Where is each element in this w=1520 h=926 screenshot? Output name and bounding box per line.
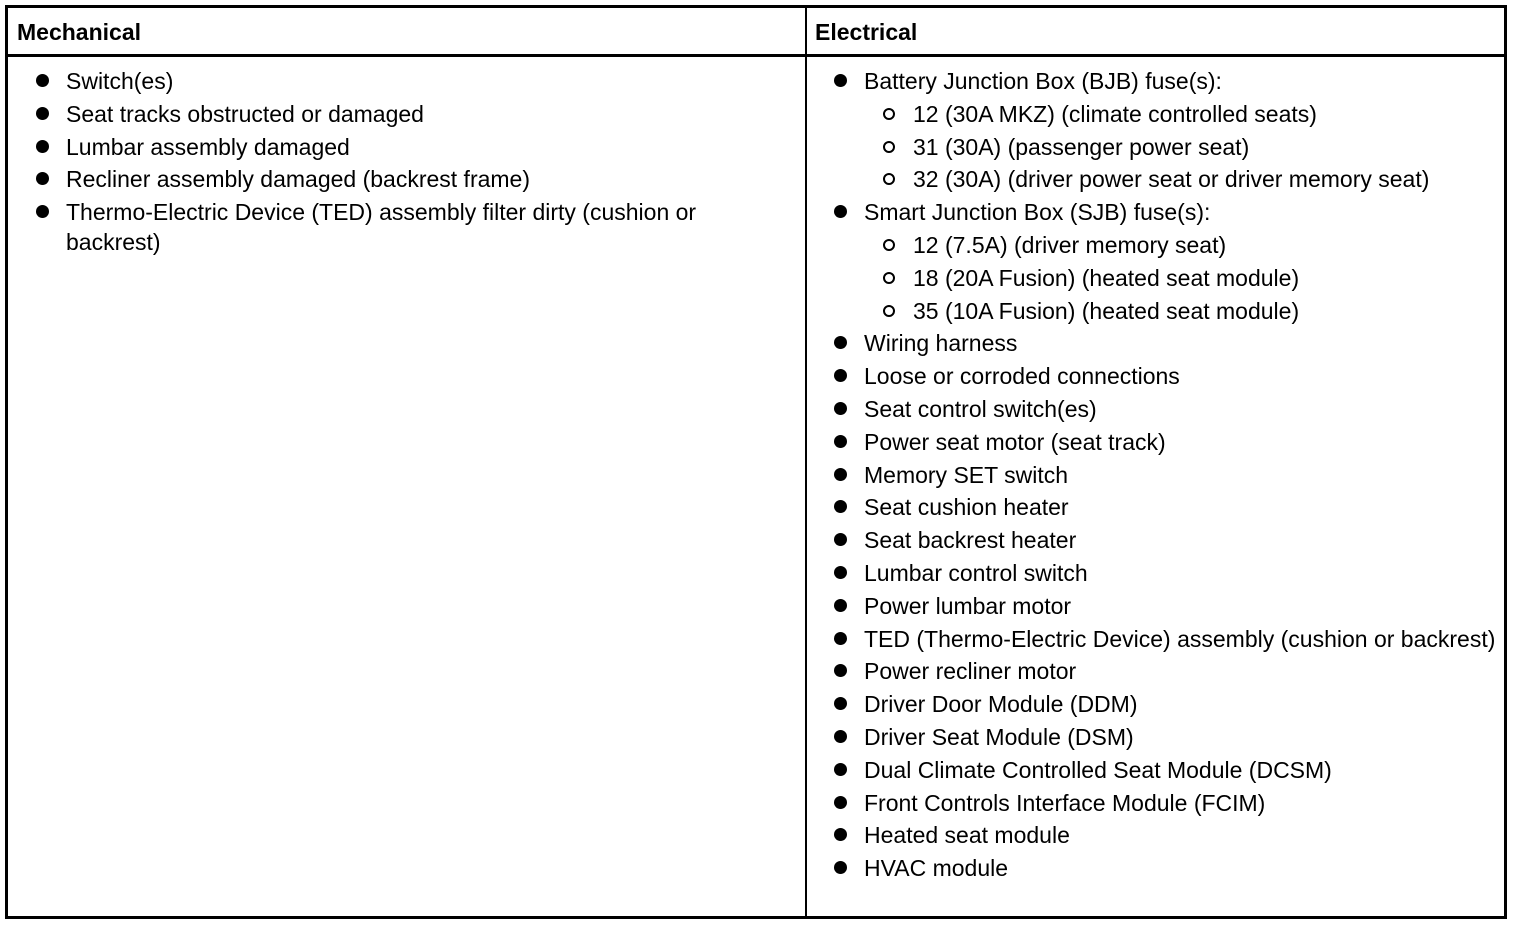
sub-list-item xyxy=(832,164,1502,194)
bullet-icon xyxy=(36,205,49,218)
hollow-bullet-icon xyxy=(883,272,895,284)
list-item xyxy=(832,788,1502,818)
list-item xyxy=(832,492,1502,522)
bullet-icon xyxy=(36,74,49,87)
bullet-icon xyxy=(834,796,847,809)
bullet-icon xyxy=(834,435,847,448)
list-item-text: Lumbar assembly damaged xyxy=(66,133,350,160)
electrical-column xyxy=(832,66,1502,886)
bullet-icon xyxy=(834,828,847,841)
bullet-icon xyxy=(834,697,847,710)
list-item-text: Driver Seat Module (DSM) xyxy=(864,723,1134,750)
bullet-icon xyxy=(834,336,847,349)
list-item-text: 18 (20A Fusion) (heated seat module) xyxy=(913,264,1300,291)
list-item-text: Memory SET switch xyxy=(864,461,1069,488)
list-item-text: HVAC module xyxy=(864,855,1009,882)
hollow-bullet-icon xyxy=(883,305,895,317)
bullet-icon xyxy=(834,205,847,218)
bullet-icon xyxy=(834,468,847,481)
list-item-text: Seat tracks obstructed or damaged xyxy=(66,100,424,127)
list-item xyxy=(832,197,1502,227)
bullet-icon xyxy=(834,763,847,776)
list-item-text: Dual Climate Controlled Seat Module (DCSM) xyxy=(864,756,1332,783)
list-item-text: 32 (30A) (driver power seat or driver memory seat) xyxy=(913,166,1430,193)
list-item-text: 31 (30A) (passenger power seat) xyxy=(913,133,1250,160)
list-item-text: Driver Door Module (DDM) xyxy=(864,691,1138,718)
list-item xyxy=(832,66,1502,96)
diagnosis-table xyxy=(5,5,1507,919)
electrical-header: Electrical xyxy=(815,19,918,45)
list-item xyxy=(832,427,1502,457)
list-item-text: Seat backrest heater xyxy=(864,527,1077,554)
bullet-icon xyxy=(834,74,847,87)
bullet-icon xyxy=(834,566,847,579)
list-item xyxy=(34,66,774,96)
list-item xyxy=(34,164,774,194)
list-item-text: Power seat motor (seat track) xyxy=(864,428,1166,455)
list-item-text: TED (Thermo-Electric Device) assembly (cushion or backrest) xyxy=(864,625,1496,652)
list-item-text: Seat control switch(es) xyxy=(864,395,1097,422)
sub-list-item xyxy=(832,296,1502,326)
sub-list-item xyxy=(832,132,1502,162)
list-item xyxy=(34,197,774,257)
list-item xyxy=(832,328,1502,358)
list-item xyxy=(832,853,1502,883)
bullet-icon xyxy=(834,632,847,645)
list-item-text: Front Controls Interface Module (FCIM) xyxy=(864,789,1266,816)
bullet-icon xyxy=(36,107,49,120)
list-item-text: 35 (10A Fusion) (heated seat module) xyxy=(913,297,1300,324)
bullet-icon xyxy=(834,730,847,743)
list-item-text: Battery Junction Box (BJB) fuse(s): xyxy=(864,68,1222,94)
hollow-bullet-icon xyxy=(883,108,895,120)
sub-list-item xyxy=(832,263,1502,293)
electrical-list xyxy=(832,66,1502,883)
list-item-text: Switch(es) xyxy=(66,68,174,94)
mechanical-column xyxy=(34,66,774,260)
bullet-icon xyxy=(834,599,847,612)
list-item xyxy=(832,591,1502,621)
column-divider xyxy=(805,8,807,916)
bullet-icon xyxy=(834,500,847,513)
bullet-icon xyxy=(36,172,49,185)
list-item xyxy=(832,394,1502,424)
list-item xyxy=(34,132,774,162)
list-item-text: Wiring harness xyxy=(864,330,1018,357)
list-item-text: Recliner assembly damaged (backrest frame) xyxy=(66,166,531,193)
bullet-icon xyxy=(834,533,847,546)
list-item xyxy=(832,689,1502,719)
bullet-icon xyxy=(834,664,847,677)
mechanical-list xyxy=(34,66,774,257)
list-item xyxy=(832,820,1502,850)
hollow-bullet-icon xyxy=(883,239,895,251)
list-item-text: 12 (30A MKZ) (climate controlled seats) xyxy=(913,100,1317,127)
list-item-text: Power lumbar motor xyxy=(864,592,1072,619)
list-item-text: Loose or corroded connections xyxy=(864,363,1180,390)
list-item xyxy=(832,361,1502,391)
list-item-text: Power recliner motor xyxy=(864,658,1077,685)
list-item-text: Smart Junction Box (SJB) fuse(s): xyxy=(864,199,1211,226)
list-item-text: 12 (7.5A) (driver memory seat) xyxy=(913,231,1227,258)
bullet-icon xyxy=(834,402,847,415)
bullet-icon xyxy=(834,861,847,874)
list-item xyxy=(832,755,1502,785)
list-item-text: Lumbar control switch xyxy=(864,559,1088,586)
sub-list-item xyxy=(832,230,1502,260)
bullet-icon xyxy=(36,140,49,153)
list-item xyxy=(34,99,774,129)
bullet-icon xyxy=(834,369,847,382)
list-item xyxy=(832,722,1502,752)
mechanical-header: Mechanical xyxy=(17,19,141,45)
list-item-text: Heated seat module xyxy=(864,822,1070,849)
hollow-bullet-icon xyxy=(883,173,895,185)
list-item xyxy=(832,624,1502,654)
list-item xyxy=(832,656,1502,686)
hollow-bullet-icon xyxy=(883,141,895,153)
list-item xyxy=(832,525,1502,555)
list-item-text: Seat cushion heater xyxy=(864,494,1069,521)
list-item-text: Thermo-Electric Device (TED) assembly filter dirty (cushion or backrest) xyxy=(66,199,697,256)
sub-list-item xyxy=(832,99,1502,129)
table-header-row xyxy=(8,8,1504,57)
list-item xyxy=(832,460,1502,490)
list-item xyxy=(832,558,1502,588)
